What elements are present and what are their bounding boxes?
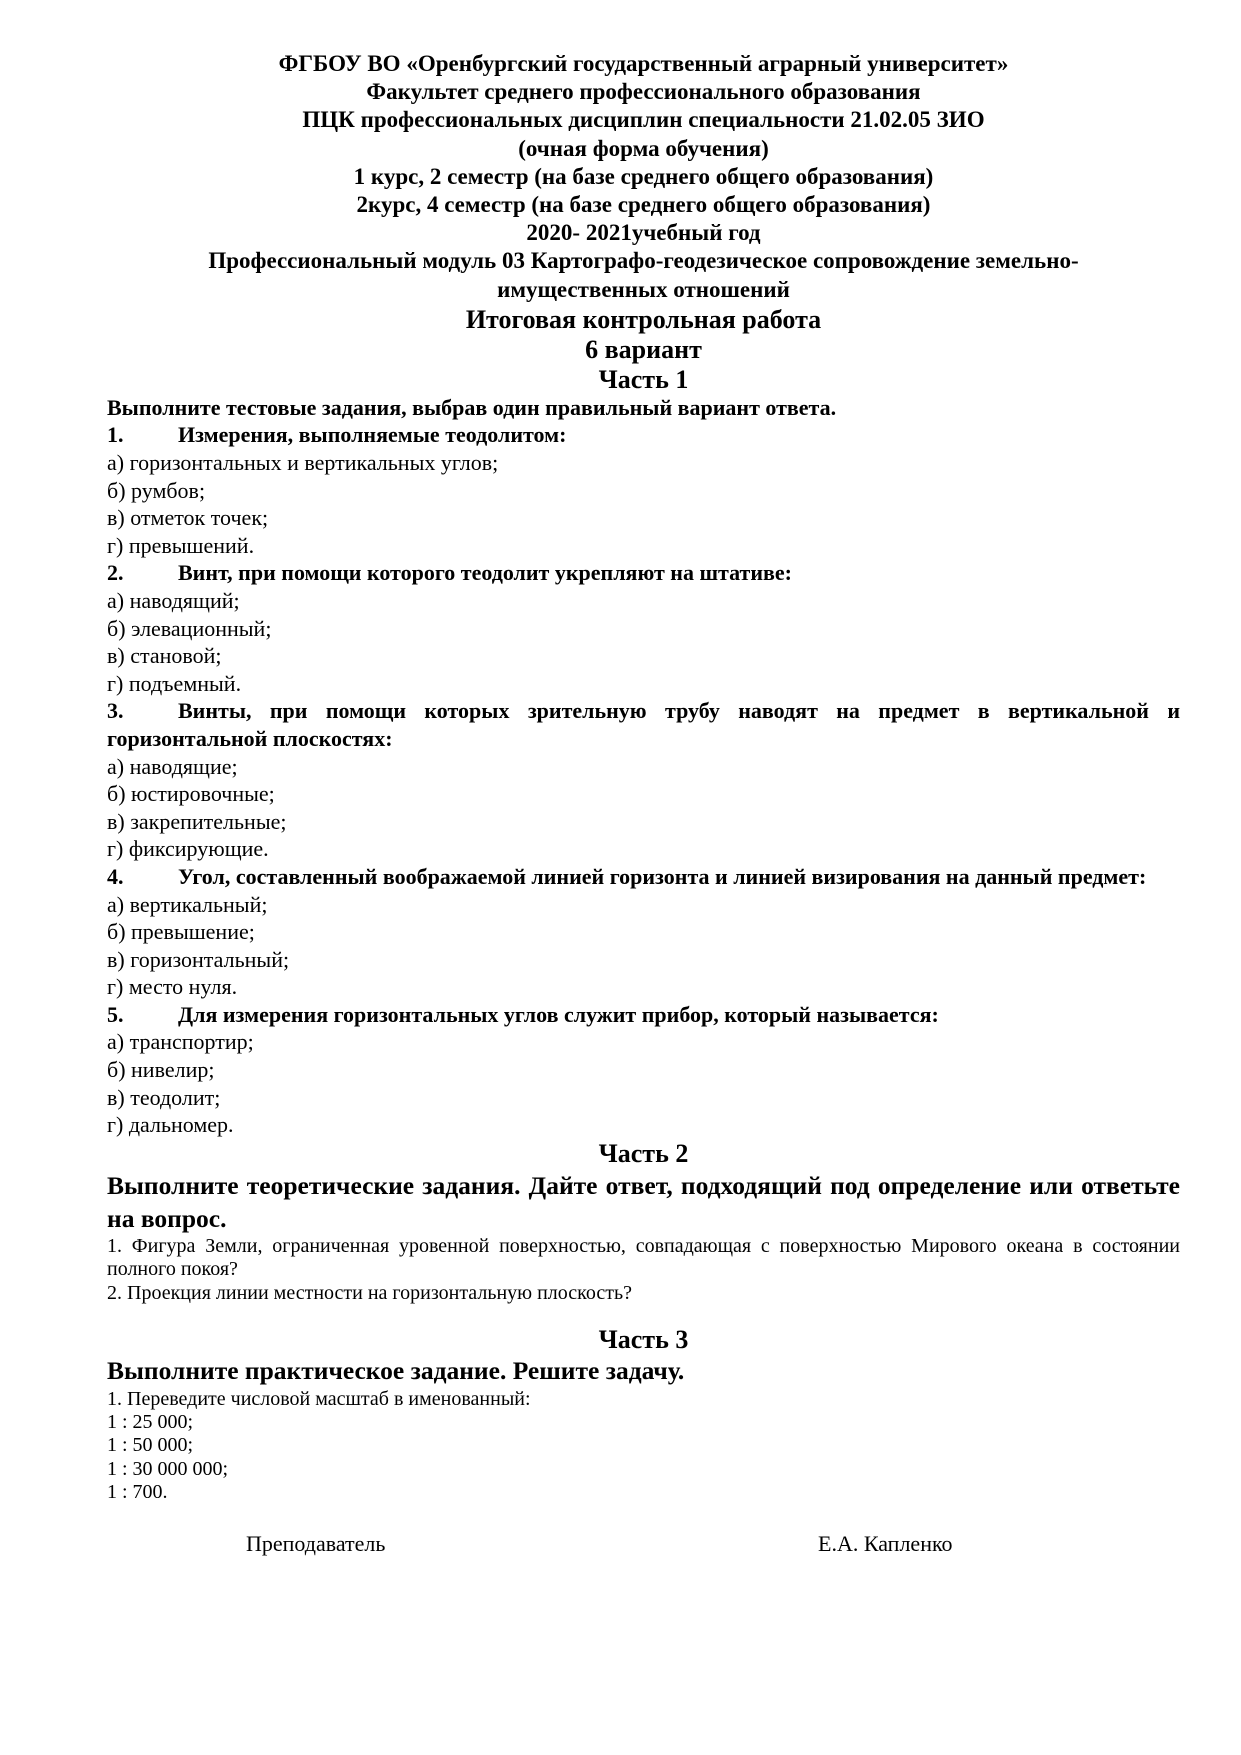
part-2-heading: Часть 2 [598,1138,689,1168]
header-line-module-2: имущественных отношений [497,276,790,302]
question-2-number: 2. [107,560,124,586]
document-title: Итоговая контрольная работа [465,304,822,334]
question-5-option-g: г) дальномер. [107,1112,234,1138]
header-line-department: ПЦК профессиональных дисциплин специальности 21.02.05 ЗИО [302,107,985,133]
part-2-intro: Выполните теоретические задания. Дайте ответ, подходящий под определение или ответьте на вопрос. [107,1170,1180,1233]
question-1-option-v: в) отметок точек; [107,505,269,531]
part-2-section [107,1139,1180,1305]
part-1-heading: Часть 1 [598,364,689,394]
header-line-study-form: (очная форма обучения) [518,135,769,161]
teacher-label: Преподаватель [246,1530,386,1556]
question-2-option-g: г) подъемный. [107,670,242,696]
question-2-text: Винт, при помощи которого теодолит укрепляют на штативе: [178,560,792,586]
scale-item-4: 1 : 700. [107,1481,168,1504]
document-header [107,50,1180,365]
part-3-section [107,1325,1180,1505]
question-4-option-g: г) место нуля. [107,974,238,1000]
question-3-text: Винты, при помощи которых зрительную трубу наводят на предмет в вертикальной и горизонтальной плоскостях: [107,698,1180,751]
header-line-course-2: 2курс, 4 семестр (на базе среднего общего образования) [356,192,931,218]
question-2 [107,559,1180,587]
question-3-option-b: б) юстировочные; [107,781,275,807]
question-4-option-v: в) горизонтальный; [107,946,290,972]
question-2-option-v: в) становой; [107,643,222,669]
header-line-module-1: Профессиональный модуль 03 Картографо-геодезическое сопровождение земельно- [208,248,1079,274]
question-1-option-g: г) превышений. [107,532,255,558]
part-3-intro: Выполните практическое задание. Решите задачу. [107,1356,685,1386]
question-4-option-a: а) вертикальный; [107,891,268,917]
question-5 [107,1001,1180,1029]
header-line-course-1: 1 курс, 2 семестр (на базе среднего общего образования) [353,163,934,189]
question-3 [107,697,1180,752]
question-5-text: Для измерения горизонтальных углов служит прибор, который называется: [178,1001,939,1027]
question-3-option-a: а) наводящие; [107,753,238,779]
part-1-intro: Выполните тестовые задания, выбрав один правильный вариант ответа. [107,394,837,420]
question-4-option-b: б) превышение; [107,919,255,945]
scale-item-2: 1 : 50 000; [107,1434,194,1457]
question-3-option-v: в) закрепительные; [107,808,287,834]
teacher-name: Е.А. Капленко [818,1530,953,1556]
part-2-item-2: 2. Проекция линии местности на горизонтальную плоскость? [107,1281,632,1304]
question-1-number: 1. [107,422,124,448]
header-line-faculty: Факультет среднего профессионального образования [366,79,921,105]
scale-item-1: 1 : 25 000; [107,1411,194,1434]
part-2-item-1: 1. Фигура Земли, ограниченная уровенной поверхностью, совпадающая с поверхностью Мирового океана в состоянии полного покоя? [107,1234,1180,1281]
signature-row [107,1531,1180,1559]
question-5-option-a: а) транспортир; [107,1029,254,1055]
variant-label: 6 вариант [585,334,702,364]
question-1-text: Измерения, выполняемые теодолитом: [178,422,567,448]
question-5-option-v: в) теодолит; [107,1084,221,1110]
part-3-heading: Часть 3 [598,1325,689,1355]
part-1-section [107,365,1180,1139]
part-3-task: 1. Переведите числовой масштаб в именованный: [107,1388,531,1411]
question-1 [107,421,1180,449]
question-4 [107,863,1180,891]
scale-item-3: 1 : 30 000 000; [107,1457,229,1480]
question-1-option-a: а) горизонтальных и вертикальных углов; [107,450,499,476]
question-2-option-b: б) элевационный; [107,615,272,641]
question-5-number: 5. [107,1001,124,1027]
question-3-option-g: г) фиксирующие. [107,836,269,862]
header-line-year: 2020- 2021учебный год [526,220,761,246]
question-4-text: Угол, составленный воображаемой линией горизонта и линией визирования на данный предмет: [178,863,1147,889]
question-4-number: 4. [107,863,124,889]
header-line-university: ФГБОУ ВО «Оренбургский государственный аграрный университет» [278,51,1009,76]
question-3-number: 3. [107,698,124,724]
question-2-option-a: а) наводящий; [107,587,240,613]
question-1-option-b: б) румбов; [107,477,206,503]
question-5-option-b: б) нивелир; [107,1057,215,1083]
